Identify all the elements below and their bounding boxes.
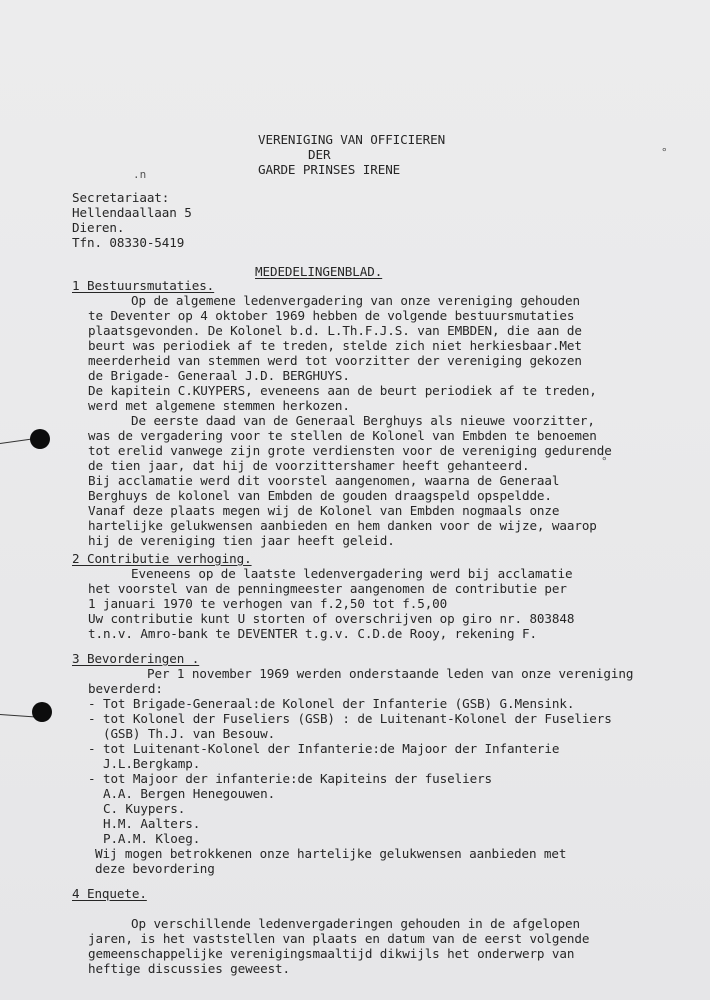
section1-line: Vanaf deze plaats megen wij de Kolonel van Embden nogmaals onze	[88, 503, 560, 518]
section1-line: hartelijke gelukwensen aanbieden en hem danken voor de wijze, waarop	[88, 518, 597, 533]
section3-line: P.A.M. Kloeg.	[88, 831, 201, 846]
secretariat-label: Secretariaat:	[72, 190, 170, 205]
section1-line: meerderheid van stemmen werd tot voorzitter der vereniging gekozen	[88, 353, 582, 368]
stray-mark: .n	[133, 168, 147, 181]
section4-line: heftige discussies geweest.	[88, 961, 291, 976]
section2-line: 1 januari 1970 te verhogen van f.2,50 tot f.5,00	[88, 596, 448, 611]
section1-line: plaatsgevonden. De Kolonel b.d. L.Th.F.J.S. van EMBDEN, die aan de	[88, 323, 582, 338]
section4-heading: 4 Enquete.	[72, 886, 147, 901]
org-title-line1: VERENIGING VAN OFFICIEREN	[258, 132, 446, 147]
section3-heading: 3 Bevorderingen .	[72, 651, 200, 666]
section2-line: Uw contributie kunt U storten of overschrijven op giro nr. 803848	[88, 611, 575, 626]
punch-hole-top	[30, 429, 50, 449]
section1-line: werd met algemene stemmen herkozen.	[88, 398, 350, 413]
section3-line: (GSB) Th.J. van Besouw.	[88, 726, 276, 741]
section3-line: deze bevordering	[95, 861, 215, 876]
section1-line: hij de vereniging tien jaar heeft geleid.	[88, 533, 395, 548]
punch-line-bottom	[0, 714, 34, 717]
section1-line: beurt was periodiek af te treden, stelde zich niet herkiesbaar.Met	[88, 338, 582, 353]
section1-line: Op de algemene ledenvergadering van onze vereniging gehouden	[131, 293, 580, 308]
section1-line: De kapitein C.KUYPERS, eveneens aan de beurt periodiek af te treden,	[88, 383, 597, 398]
doc-title: MEDEDELINGENBLAD.	[255, 264, 383, 279]
section1-line: was de vergadering voor te stellen de Kolonel van Embden te benoemen	[88, 428, 597, 443]
secretariat-city: Dieren.	[72, 220, 125, 235]
section4-line: gemeenschappelijke verenigingsmaaltijd dikwijls het onderwerp van	[88, 946, 575, 961]
section1-line: de Brigade- Generaal J.D. BERGHUYS.	[88, 368, 350, 383]
section1-line: de tien jaar, dat hij de voorzittershamer heeft gehanteerd.	[88, 458, 530, 473]
org-title-line3: GARDE PRINSES IRENE	[258, 162, 401, 177]
section1-line: Bij acclamatie werd dit voorstel aangenomen, waarna de Generaal	[88, 473, 560, 488]
secretariat-street: Hellendaallaan 5	[72, 205, 192, 220]
section4-line: jaren, is het vaststellen van plaats en datum van de eerst volgende	[88, 931, 590, 946]
section3-line: J.L.Bergkamp.	[88, 756, 201, 771]
section3-line: A.A. Bergen Henegouwen.	[88, 786, 276, 801]
section1-line: te Deventer op 4 oktober 1969 hebben de volgende bestuursmutaties	[88, 308, 575, 323]
stray-mark: °	[661, 146, 668, 159]
section3-line: C. Kuypers.	[88, 801, 186, 816]
section1-line: De eerste daad van de Generaal Berghuys als nieuwe voorzitter,	[131, 413, 595, 428]
secretariat-phone: Tfn. 08330-5419	[72, 235, 185, 250]
section1-line: Berghuys de kolonel van Embden de gouden draagspeld opspeldde.	[88, 488, 552, 503]
section3-line: - tot Majoor der infanterie:de Kapiteins der fuseliers	[88, 771, 493, 786]
section3-line: - tot Luitenant-Kolonel der Infanterie:de Majoor der Infanterie	[88, 741, 560, 756]
section3-line: beverderd:	[88, 681, 163, 696]
stray-mark: °	[601, 455, 608, 468]
punch-hole-bottom	[32, 702, 52, 722]
section4-line: Op verschillende ledenvergaderingen gehouden in de afgelopen	[131, 916, 580, 931]
section3-line: - tot Kolonel der Fuseliers (GSB) : de Luitenant-Kolonel der Fuseliers	[88, 711, 612, 726]
section2-line: het voorstel van de penningmeester aangenomen de contributie per	[88, 581, 567, 596]
section3-line: - Tot Brigade-Generaal:de Kolonel der Infanterie (GSB) G.Mensink.	[88, 696, 575, 711]
section3-line: H.M. Aalters.	[88, 816, 201, 831]
section3-line: Per 1 november 1969 werden onderstaande leden van onze vereniging	[147, 666, 634, 681]
org-title-line2: DER	[308, 147, 331, 162]
section2-heading: 2 Contributie verhoging.	[72, 551, 252, 566]
section2-line: Eveneens op de laatste ledenvergadering werd bij acclamatie	[131, 566, 573, 581]
section1-line: tot erelid vanwege zijn grote verdiensten voor de vereniging gedurende	[88, 443, 612, 458]
section3-line: Wij mogen betrokkenen onze hartelijke gelukwensen aanbieden met	[95, 846, 567, 861]
section1-heading: 1 Bestuursmutaties.	[72, 278, 215, 293]
section2-line: t.n.v. Amro-bank te DEVENTER t.g.v. C.D.de Rooy, rekening F.	[88, 626, 537, 641]
